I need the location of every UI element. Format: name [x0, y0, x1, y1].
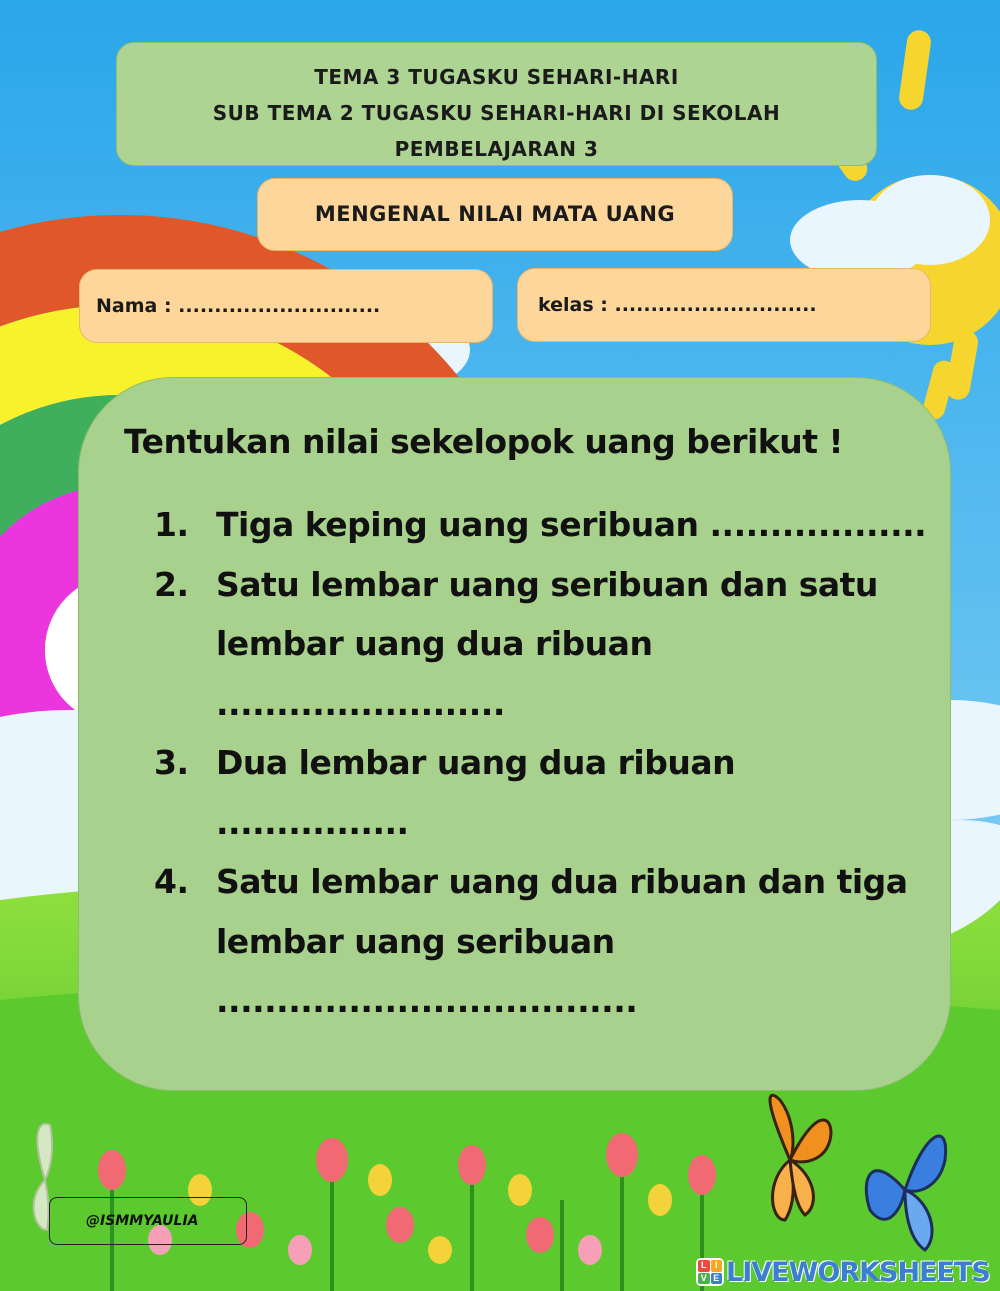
- logo-badge-letter: E: [711, 1273, 723, 1285]
- lesson-line: PEMBELAJARAN 3: [394, 137, 599, 161]
- question-number: 2.: [154, 565, 189, 604]
- instruction-text: Tentukan nilai sekelopok uang berikut !: [124, 422, 844, 461]
- logo-badge-letter: I: [711, 1260, 723, 1272]
- class-field[interactable]: kelas : ............................: [517, 268, 931, 342]
- liveworksheets-logo[interactable]: [696, 1255, 990, 1289]
- logo-badge-letter: V: [698, 1273, 710, 1285]
- author-credit: @ISMMYAULIA: [49, 1197, 247, 1245]
- question-text: Tiga keping uang seribuan ..................: [216, 505, 927, 544]
- question-text: Satu lembar uang dua ribuan dan tiga: [216, 862, 908, 901]
- header-box: [116, 42, 877, 166]
- worksheet-title: MENGENAL NILAI MATA UANG: [257, 178, 733, 251]
- answer-blank[interactable]: ........................: [216, 684, 505, 723]
- logo-badge-icon: [696, 1258, 724, 1286]
- logo-text: LIVEWORKSHEETS: [726, 1256, 990, 1288]
- question-text: lembar uang seribuan: [216, 922, 615, 961]
- theme-line: TEMA 3 TUGASKU SEHARI-HARI: [314, 65, 679, 89]
- question-number: 3.: [154, 743, 189, 782]
- answer-blank[interactable]: ...................................: [216, 981, 638, 1020]
- question-text: Dua lembar uang dua ribuan: [216, 743, 736, 782]
- question-number: 1.: [154, 505, 189, 544]
- logo-badge-letter: L: [698, 1260, 710, 1272]
- question-number: 4.: [154, 862, 189, 901]
- answer-blank[interactable]: ................: [216, 803, 409, 842]
- name-field[interactable]: Nama : ............................: [79, 269, 493, 343]
- question-text: lembar uang dua ribuan: [216, 624, 653, 663]
- question-text: Satu lembar uang seribuan dan satu: [216, 565, 878, 604]
- subtheme-line: SUB TEMA 2 TUGASKU SEHARI-HARI DI SEKOLAH: [212, 101, 781, 125]
